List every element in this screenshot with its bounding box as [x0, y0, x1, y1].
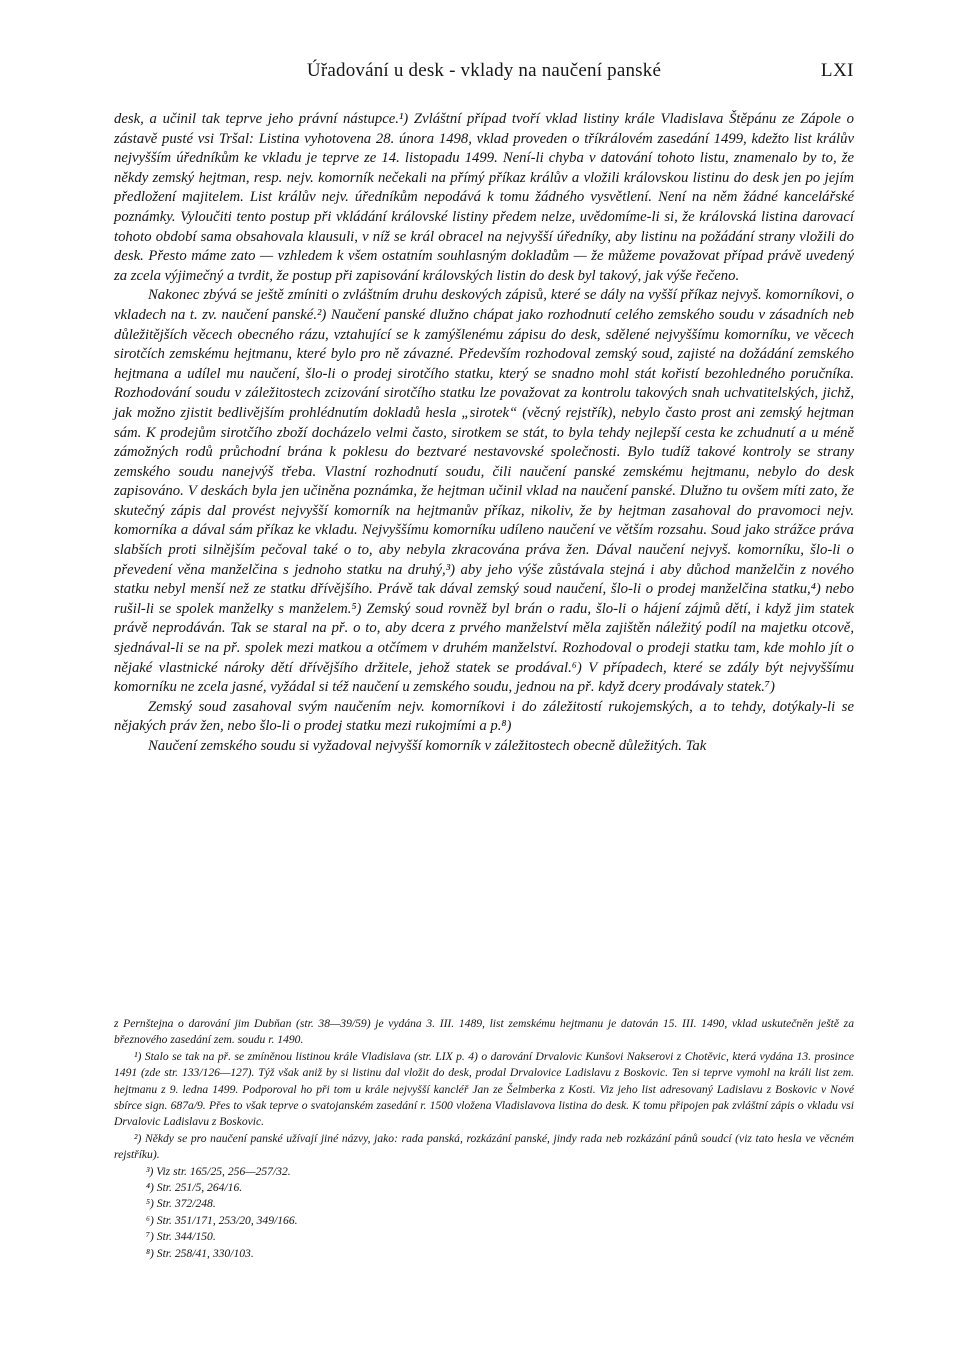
page — [114, 52, 854, 757]
footnote-3: ³) Viz str. 165/25, 256—257/32. — [146, 1164, 291, 1178]
footnote-8: ⁸) Str. 258/41, 330/103. — [146, 1246, 254, 1260]
footnote-4: ⁴) Str. 251/5, 264/16. — [146, 1181, 243, 1195]
footnote-6: ⁶) Str. 351/171, 253/20, 349/166. — [146, 1213, 298, 1227]
footnote-7: ⁷) Str. 344/150. — [146, 1230, 216, 1244]
paragraph: Nakonec zbývá se ještě zmíniti o zvláštním druhu deskových zápisů, které se dály na vyšší příkaz nejvyš. komorníkovi, o vkladech na t. zv. naučení panské.²) Naučení panské dlužno chápat jako rozhodnutí celého zemského soudu v zásadních neb důležitějších věcech obecného rázu, vztahující se k zamýšlenému zápisu do desk, sdělené nejvyššímu komorníku, ve věcech sirotčích zemskému hejtmanu, které bylo pro ně závazné. Především rozhodoval zemský soud, zajisté na dožádání zemského hejtmana a udílel mu naučení, šlo-li o prodej sirotčího statku, který se snadno mohl stát kořistí bezohledného poručníka. Rozhodování soudu v záležitostech zcizování sirotčího statku lze považovat za kontrolu takových snah uchvatitelských, jichž, jak možno zjistit bedlivějším prohlédnutím dokladů hesla „sirotek“ (věcný rejstřík), nebylo často prost ani zemský hejtman sám. K prodejům sirotčího zboží docházelo velmi často, sirotkem se stát, to byla tehdy nejlepší cesta ke zchudnutí a u méně zámožných rodů průchodní brána k poklesu do beztvaré nestavovské společnosti. Bylo tudíž takové kontroly se strany zemského soudu nanejvýš třeba. Vlastní rozhodnutí soudu, čili naučení panské zemskému hejtmanu, nebylo do desk zapisováno. V deskách byla jen učiněna poznámka, že hejtman učinil vklad na naučení panské. Dlužno tu ovšem míti zato, že skutečný zápis dal provést nejvyšší komorník na hejtmanův příkaz, nikoliv, že by hejtman zasahoval do pravomoci nejv. komorníka a dával sám příkaz ke vkladu. Nejvyššímu komorníku udíleno naučení ve větším rozsahu. Soud jako strážce práva slabších proti silnějším pečoval také o to, aby nebyla zkracována práva žen. Dával naučení nejvyš. komorníku, šlo-li o převedení věna manželčina s jednoho statku na druhý,³) aby jeho výše zůstávala stejná i aby důchod manželčin z nového statku nebyl menší než ze statku dřívějšího. Právě tak dával zemský soud naučení, šlo-li o prodej manželčina statku,⁴) nebo rušil-li se spolek manželky s manželem.⁵) Zemský soud rovněž byl brán o radu, šlo-li o hájení zájmů dětí, i když jim statek právě neprodáván. Tak se staral na př. o to, aby dcera z prvého manželství měla zajištěn náležitý podíl na majetku otcově, sjednával-li se na př. spolek mezi matkou a otčímem v druhém manželství. Rozhodoval o prodeji statku tam, kde mohlo jít o nějaké vlastnické nároky dětí dřívějšího držitele, jehož statek se prodával.⁶) V případech, které se zdály být nejvyššímu komorníku ne zcela jasné, vyžádal si též naučení u zemského soudu, jednou na př. když dcery prodávaly statek.⁷) — [114, 287, 854, 696]
page-header — [114, 52, 854, 86]
page-number: LXI — [820, 60, 854, 81]
footnote-5: ⁵) Str. 372/248. — [146, 1197, 216, 1211]
footnotes — [114, 1016, 854, 1262]
main-text — [114, 110, 854, 757]
running-title: Úřadování u desk - vklady na naučení panské — [306, 60, 662, 81]
paragraph: Naučení zemského soudu si vyžadoval nejvyšší komorník v záležitostech obecně důležitých. Tak — [148, 738, 707, 754]
footnote-2: ²) Někdy se pro naučení panské užívají jiné názvy, jako: rada panská, rozkázání panské, jindy rada neb rozkázání pánů soudcí (viz tato hesla ve věcném rejstříku). — [114, 1131, 854, 1162]
footnote-continued: z Pernštejna o darování jim Dubňan (str. 38—39/59) je vydána 3. III. 1489, list zemskému hejtmanu je datován 15. III. 1490, vklad uskutečněn ještě za březnového zasedání zem. soudu r. 1490. — [114, 1017, 854, 1047]
paragraph: desk, a učinil tak teprve jeho právní nástupce.¹) Zvláštní případ tvoří vklad listiny krále Vladislava Štěpánu ze Zápole o zástavě pusté vsi Tršal: Listina vyhotovena 28. února 1498, vklad proveden o tříkrálovém zasedání 1499, kdežto list králův nejvyšším úředníkům ke vkladu je teprve ze 14. listopadu 1499. Není-li chyba v datování tohoto listu, znamenalo by to, že někdy zemský hejtman, resp. nejv. komorník nečekali na přímý příkaz králův a vložili královskou listinu do desk jen po jejím předložení majitelem. List králův nejv. úředníkům nepodává k tomu žádného vysvětlení. Není na něm žádné kancelářské poznámky. Vyloučiti tento postup při vkládání královské listiny předem nelze, uvědomíme-li si, že královská listina darovací tohoto období sama obsahovala klausuli, v níž se král obracel na nejvyšší úředníky, aby listinu na požádání strany vložili do desk. Přesto máme zato — vzhledem k všem ostatním souhlasným dokladům — že můžeme považovat případ právě uvedený za zcela výjimečný a tvrdit, že postup při zapisování královských listin do desk byl takový, jak výše řečeno. — [114, 111, 854, 284]
paragraph: Zemský soud zasahoval svým naučením nejv. komorníkovi i do záležitostí rukojemských, a to tehdy, dotýkaly-li se nějakých práv žen, nebo šlo-li o prodej statku mezi rukojmími a p.⁸) — [114, 698, 854, 735]
footnote-1: ¹) Stalo se tak na př. se zmíněnou listinou krále Vladislava (str. LIX p. 4) o darování Drvalovic Kunšovi Nakserovi z Chotěvic, která vydána 13. prosince 1491 (zde str. 133/126—127). Týž však aniž by si listinu dal vložit do desk, prodal Drvalovice Ladislavu z Boskovic. Ten si teprve vymohl na králi list zem. hejtmanu z 9. ledna 1499. Podporoval ho při tom u krále nejvyšší kancléř Jan ze Šelmberka z Kosti. Viz jeho list adresovaný Ladislavu z Boskovic v Nové sbírce sign. 687a/9. Přes to však teprve o svatojanském zasedání r. 1500 vložena Vladislavova listina do desk. K tomu připojen pak zvláštní zápis o vkladu vsi Drvalovic Ladislavu z Boskovic. — [114, 1049, 854, 1129]
